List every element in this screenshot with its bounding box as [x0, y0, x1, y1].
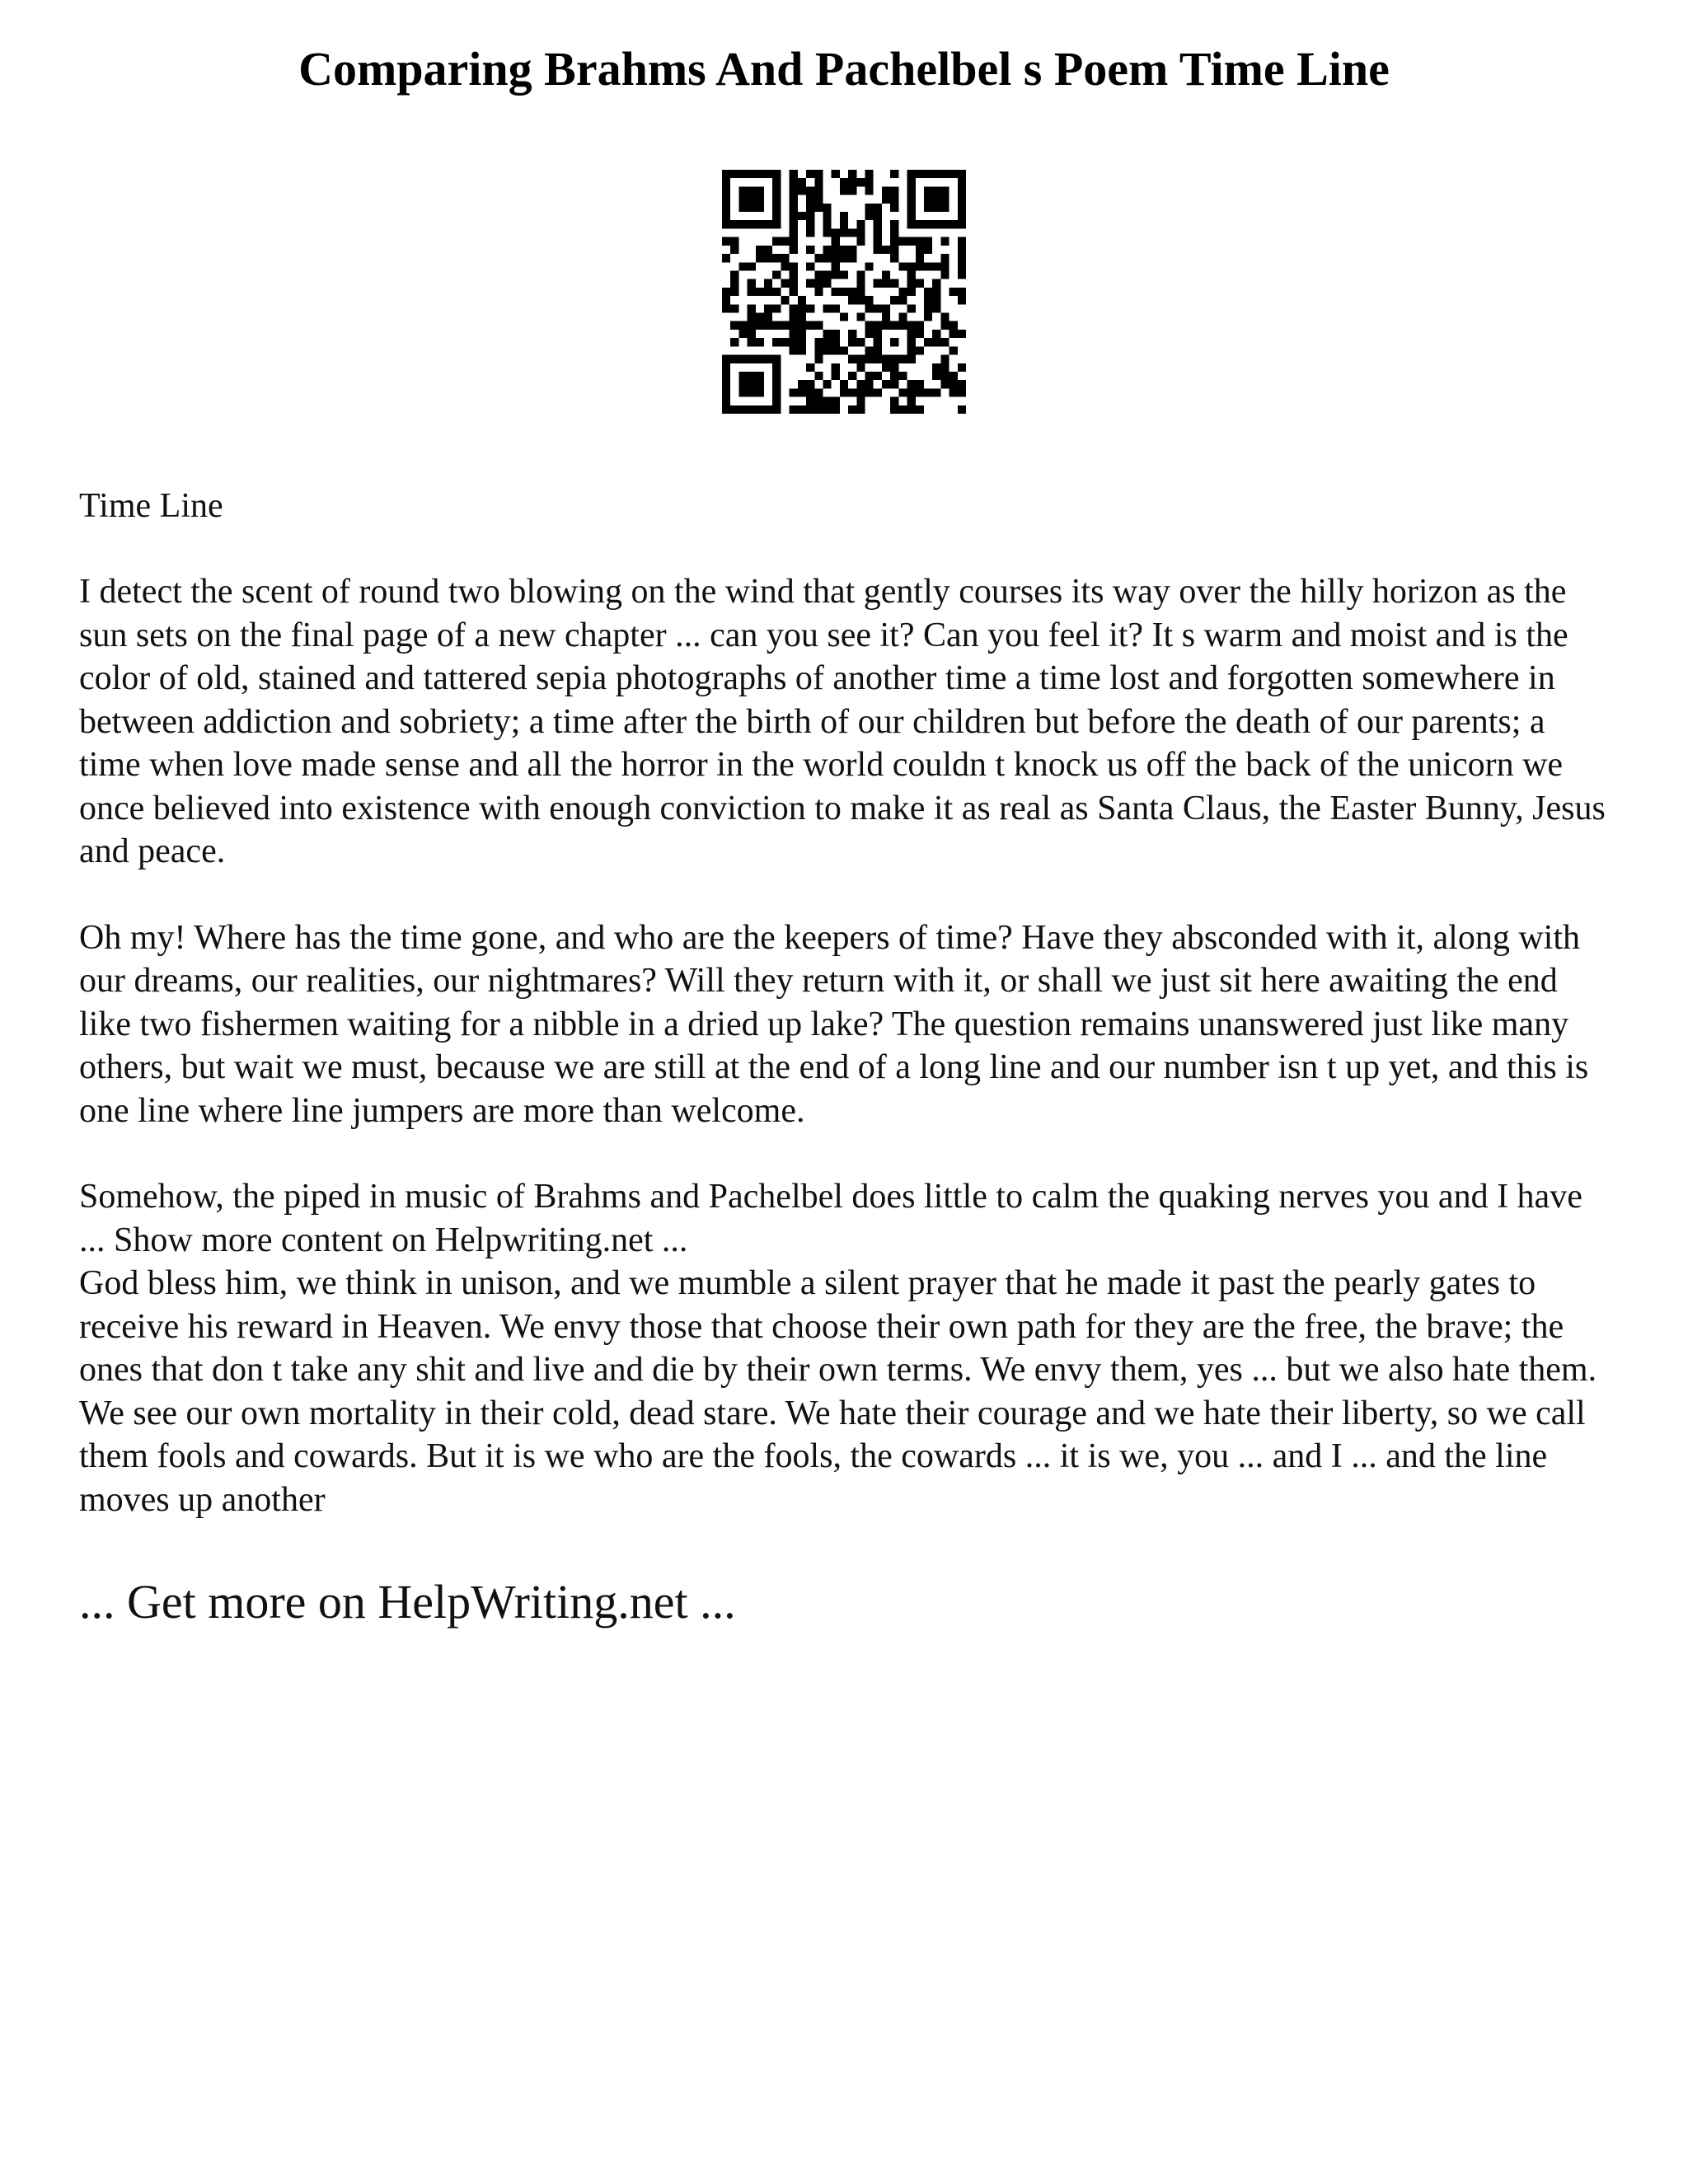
paragraph-3: Somehow, the piped in music of Brahms and Pachelbel does little to calm the quaking nerves you and I have ... Show more content on Helpwriting.net ...: [79, 1178, 1582, 1259]
section-heading: Time Line: [79, 487, 223, 525]
qr-code-icon: [722, 170, 966, 414]
page-title: Comparing Brahms And Pachelbel s Poem Time Line: [298, 42, 1390, 96]
paragraph-1: I detect the scent of round two blowing on the wind that gently courses its way over the hilly horizon as the sun sets on the final page of a new chapter ... can you see it? Can you feel it? It s warm and moist and is the color of old, stained and tattered sepia photographs of another time a time lost and forgotten somewhere in between addiction and sobriety; a time after the birth of our children but before the death of our parents; a time when love made sense and all the horror in the world couldn t knock us off the back of the unicorn we once believed into existence with enough conviction to make it as real as Santa Claus, the Easter Bunny, Jesus and peace.: [79, 573, 1606, 870]
paragraph-2: Oh my! Where has the time gone, and who are the keepers of time? Have they absconded with it, along with our dreams, our realities, our nightmares? Will they return with it, or shall we just sit here awaiting the end like two fishermen waiting for a nibble in a dried up lake? The question remains unanswered just like many others, but wait we must, because we are still at the end of a long line and our number isn t up yet, and this is one line where line jumpers are more than welcome.: [79, 918, 1589, 1130]
get-more-link[interactable]: ... Get more on HelpWriting.net ...: [79, 1575, 736, 1629]
qr-code-container: [79, 170, 1609, 414]
paragraph-4: God bless him, we think in unison, and we mumble a silent prayer that he made it past the pearly gates to receive his reward in Heaven. We envy those that choose their own path for they are the free, the brave; the ones that don t take any shit and live and die by their own terms. We envy them, yes ... but we also hate them. We see our own mortality in their cold, dead stare. We hate their courage and we hate their liberty, so we call them fools and cowards. But it is we who are the fools, the cowards ... it is we, you ... and I ... and the line moves up another: [79, 1264, 1597, 1519]
